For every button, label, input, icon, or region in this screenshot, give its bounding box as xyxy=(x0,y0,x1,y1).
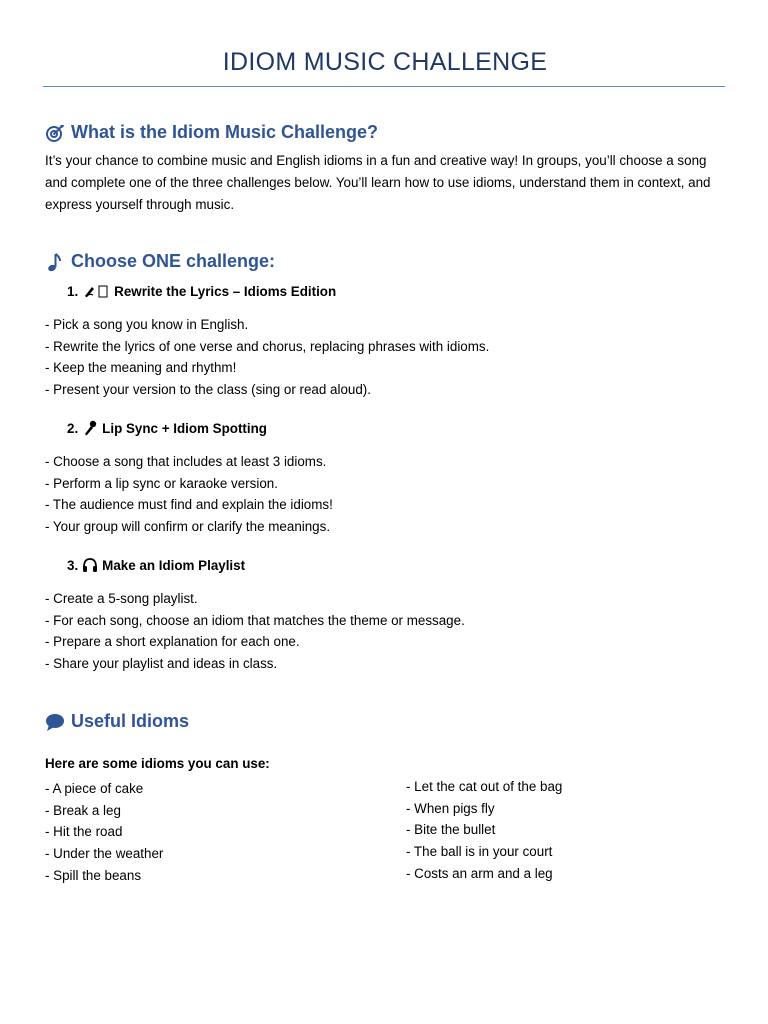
challenge-title: Lip Sync + Idiom Spotting xyxy=(102,420,267,436)
section-heading-text: What is the Idiom Music Challenge? xyxy=(71,122,379,142)
challenge-2-heading xyxy=(67,418,267,438)
idioms-intro: Here are some idioms you can use: xyxy=(45,756,270,771)
idioms-list-left xyxy=(45,778,163,887)
challenge-number: 2. xyxy=(67,420,79,436)
challenge-number: 3. xyxy=(67,557,79,573)
list-item: - For each song, choose an idiom that matches the theme or message. xyxy=(45,612,465,628)
list-item: - A piece of cake xyxy=(45,781,144,796)
challenge-1-heading xyxy=(67,281,336,301)
target-icon xyxy=(45,123,65,143)
headphones-icon xyxy=(82,555,98,575)
section-heading-text: Useful Idioms xyxy=(71,711,190,731)
list-item: - Costs an arm and a leg xyxy=(406,865,553,881)
idioms-list-right xyxy=(406,776,562,885)
list-item: - When pigs fly xyxy=(406,800,495,816)
challenge-title: Make an Idiom Playlist xyxy=(102,557,246,573)
list-item: - Spill the beans xyxy=(45,867,142,883)
list-item: - Perform a lip sync or karaoke version. xyxy=(45,475,278,491)
list-item: - Break a leg xyxy=(45,802,121,818)
list-item: - Share your playlist and ideas in class. xyxy=(45,656,278,672)
speech-bubble-icon xyxy=(45,712,65,732)
list-item: - Hit the road xyxy=(45,824,123,840)
intro-paragraph: It’s your chance to combine music and English idioms in a fun and creative way! In groups, you’ll choose a song and complete one of the three challenges below. You’ll learn how to use idioms, understand them in context, and express yourself through music. xyxy=(45,153,711,212)
list-item: - Let the cat out of the bag xyxy=(406,779,563,794)
challenge-number: 1. xyxy=(67,283,79,299)
list-item: - Your group will confirm or clarify the meanings. xyxy=(45,519,331,535)
challenge-3-steps xyxy=(45,588,465,675)
music-note-icon xyxy=(45,252,65,272)
list-item: - Prepare a short explanation for each one. xyxy=(45,634,300,650)
list-item: - Pick a song you know in English. xyxy=(45,317,249,332)
list-item: - Bite the bullet xyxy=(406,822,496,838)
list-item: - The audience must find and explain the idioms! xyxy=(45,497,333,513)
challenge-2-steps xyxy=(45,451,333,538)
list-item: - Keep the meaning and rhythm! xyxy=(45,360,237,376)
section-heading-challenges xyxy=(45,251,275,272)
title-underline xyxy=(43,86,725,87)
challenge-1-steps xyxy=(45,314,489,401)
list-item: - Under the weather xyxy=(45,846,164,862)
writing-hand-icon xyxy=(82,281,110,301)
microphone-icon xyxy=(82,418,98,438)
list-item: - Rewrite the lyrics of one verse and chorus, replacing phrases with idioms. xyxy=(45,338,490,354)
list-item: - Choose a song that includes at least 3 idioms. xyxy=(45,454,327,469)
page-title: IDIOM MUSIC CHALLENGE xyxy=(222,48,548,76)
list-item: - Create a 5-song playlist. xyxy=(45,591,198,606)
section-heading-text: Choose ONE challenge: xyxy=(71,251,276,271)
section-heading-idioms xyxy=(45,711,189,732)
list-item: - Present your version to the class (sing or read aloud). xyxy=(45,382,371,398)
list-item: - The ball is in your court xyxy=(406,844,553,860)
section-heading-intro xyxy=(45,122,378,143)
challenge-3-heading xyxy=(67,555,245,575)
challenge-title: Rewrite the Lyrics – Idioms Edition xyxy=(114,283,337,299)
